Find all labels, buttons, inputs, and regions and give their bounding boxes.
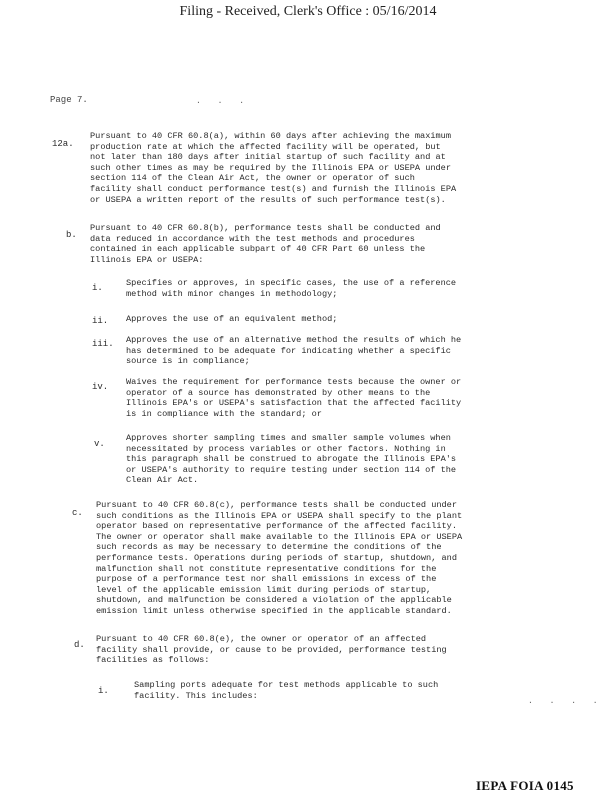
paragraph-d-i: [134, 680, 438, 701]
paragraph-label: ii.: [92, 316, 109, 326]
text-line: operator of a source has demonstrated by other means to the: [126, 387, 431, 398]
text-line: performance tests. Operations during periods of startup, shutdown, and: [96, 552, 457, 563]
text-line: facility. This includes:: [134, 690, 258, 701]
paragraph-b-iv: [126, 377, 461, 419]
text-line: The owner or operator shall make available to the Illinois EPA or USEPA: [96, 531, 463, 542]
paragraph-b: [90, 223, 441, 265]
paragraph-b-iii: [126, 335, 461, 367]
text-line: Waives the requirement for performance tests because the owner or: [126, 377, 462, 387]
text-line: or USEPA's authority to require testing under section 114 of the: [126, 464, 457, 475]
text-line: or USEPA a written report of the results of such performance test(s).: [90, 194, 446, 205]
text-line: such conditions as the Illinois EPA or USEPA shall specify to the plant: [96, 510, 463, 521]
text-line: Pursuant to 40 CFR 60.8(c), performance tests shall be conducted under: [96, 500, 457, 510]
text-line: Sampling ports adequate for test methods applicable to such: [134, 680, 439, 690]
text-line: facilities as follows:: [96, 655, 210, 666]
paragraph-c: [96, 500, 462, 617]
text-line: Illinois EPA's or USEPA's satisfaction that the affected facility: [126, 398, 462, 409]
text-line: data reduced in accordance with the test methods and procedures: [90, 233, 415, 244]
text-line: Clean Air Act.: [126, 475, 199, 486]
text-line: malfunction shall not constitute representative conditions for the: [96, 563, 437, 574]
paragraph-b-i: [126, 278, 456, 299]
text-line: has determined to be adequate for indicating whether a specific: [126, 345, 451, 356]
text-line: such other times as may be required by the Illinois EPA or USEPA under: [90, 162, 451, 173]
text-line: Pursuant to 40 CFR 60.8(e), the owner or operator of an affected: [96, 634, 427, 644]
paragraph-label: c.: [72, 508, 83, 518]
paragraph-b-v: [126, 433, 456, 486]
scan-specks: . . . .: [528, 697, 604, 706]
text-line: Approves shorter sampling times and smaller sample volumes when: [126, 433, 451, 443]
text-line: emission limit unless otherwise specified in the applicable standard.: [96, 605, 452, 616]
paragraph-label: iii.: [92, 339, 114, 349]
paragraph-b-ii: [126, 314, 337, 325]
text-line: Pursuant to 40 CFR 60.8(a), within 60 days after achieving the maximum: [90, 131, 451, 141]
text-line: level of the applicable emission limit during periods of startup,: [96, 584, 432, 595]
text-line: Approves the use of an alternative method the results of which he: [126, 335, 462, 345]
paragraph-label: iv.: [92, 382, 109, 392]
text-line: production rate at which the affected facility will be operated, but: [90, 141, 441, 152]
text-line: Specifies or approves, in specific cases, the use of a reference: [126, 278, 457, 288]
text-line: Pursuant to 40 CFR 60.8(b), performance tests shall be conducted and: [90, 223, 441, 233]
paragraph-d: [96, 634, 447, 666]
text-line: shutdown, and malfunction be considered a violation of the applicable: [96, 595, 452, 606]
filing-stamp: Filing - Received, Clerk's Office : 05/16/2014: [179, 4, 437, 19]
paragraph-label: i.: [98, 686, 109, 696]
text-line: source is in compliance;: [126, 356, 250, 367]
paragraph-12a: [90, 131, 456, 205]
text-line: facility shall conduct performance test(s) and furnish the Illinois EPA: [90, 183, 457, 194]
page-number: Page 7.: [50, 95, 88, 105]
text-line: is in compliance with the standard; or: [126, 408, 322, 419]
text-line: section 114 of the Clean Air Act, the owner or operator of such: [90, 173, 415, 184]
text-line: contained in each applicable subpart of 40 CFR Part 60 unless the: [90, 244, 426, 255]
text-line: Approves the use of an equivalent method;: [126, 314, 338, 324]
text-line: facility shall provide, or cause to be provided, performance testing: [96, 644, 447, 655]
paragraph-label: 12a.: [52, 139, 74, 149]
foia-stamp: IEPA FOIA 0145: [476, 778, 574, 793]
text-line: method with minor changes in methodology;: [126, 288, 338, 299]
text-line: not later than 180 days after initial startup of such facility and at: [90, 152, 446, 163]
text-line: operator based on representative performance of the affected facility.: [96, 521, 457, 532]
text-line: such records as may be necessary to determine the conditions of the: [96, 542, 442, 553]
text-line: this paragraph shall be construed to abrogate the Illinois EPA's: [126, 454, 457, 465]
paragraph-label: b.: [66, 230, 77, 240]
scan-specks: . . .: [196, 97, 251, 106]
paragraph-label: i.: [92, 283, 103, 293]
text-line: purpose of a performance test nor shall emissions in excess of the: [96, 574, 437, 585]
text-line: Illinois EPA or USEPA:: [90, 254, 204, 265]
paragraph-label: d.: [74, 640, 85, 650]
paragraph-label: v.: [94, 439, 105, 449]
text-line: necessitated by process variables or other factors. Nothing in: [126, 443, 446, 454]
